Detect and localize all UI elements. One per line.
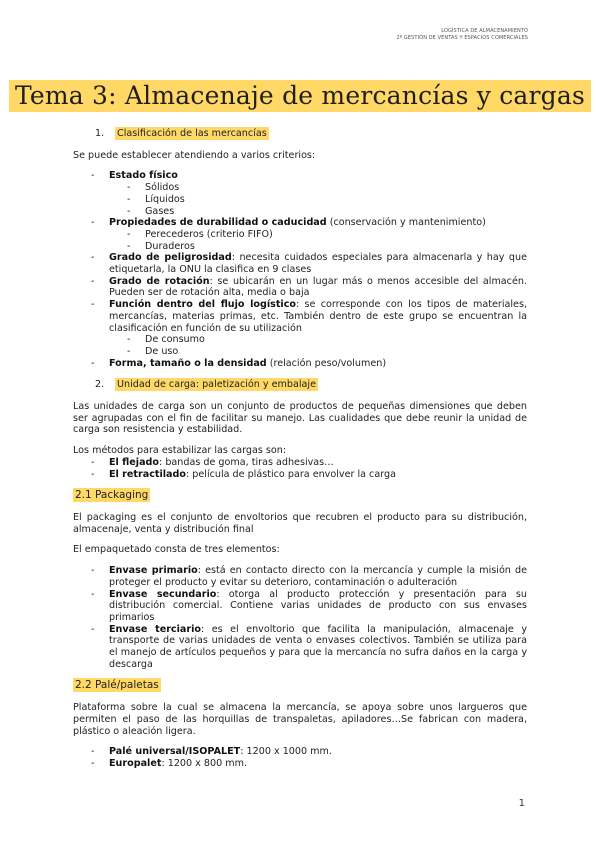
section-1-heading [95,128,527,140]
item-text: : necesita cuidados especiales para almacenarla y hay que etiquetarla, la ONU la clasifica en 9 clases [109,252,527,276]
list-item [73,565,527,588]
item-text: : película de plástico para envolver la carga [186,468,396,480]
item-text: : 1200 x 800 mm. [161,757,248,769]
list-item [73,358,527,370]
item-label: El flejado [109,456,160,468]
list-item [73,276,527,299]
item-text: : 1200 x 1000 mm. [240,746,332,758]
paragraph: Plataforma sobre la cual se almacena la mercancía, se apoya sobre unos largueros que permiten el paso de las horquillas de transpaletas, apiladores…Se fabrican con madera, plástico o aleación ligera. [73,702,527,737]
pallet-types-list [73,746,527,769]
item-text: : se corresponde con los tipos de materiales, mercancías, materias primas, etc. También dentro de este grupo se encuentran la clasificación en función de su utilización [109,299,527,334]
sublist [109,182,527,217]
paragraph: Las unidades de carga son un conjunto de productos de pequeñas dimensiones que deben ser agrupadas con el fin de facilitar su manejo. Las cualidades que debe reunir la unidad de carga son resistencia y estabilidad. [73,401,527,436]
sublist-item: - De consumo [109,334,527,346]
list-item [73,299,527,358]
item-label: Envase primario [109,565,198,577]
sublist [109,229,527,252]
sublist-item: - De uso [109,346,527,358]
packaging-elements-list [73,565,527,670]
sublist-item: - Líquidos [109,194,527,206]
list-item [73,469,527,481]
item-label: Propiedades de durabilidad o caducidad [109,217,327,229]
list-item [73,589,527,624]
item-text: (relación peso/volumen) [266,357,387,369]
classification-list [73,170,527,369]
section-number: 1. [95,128,105,139]
list-item [73,457,527,469]
item-label: Europalet [109,757,162,769]
item-label: Grado de rotación [109,275,210,287]
item-label: Envase terciario [109,623,201,635]
stabilization-methods-list [73,457,527,480]
item-text: (conservación y mantenimiento) [326,217,486,229]
subsection-title: 2.1 Packaging [75,489,149,502]
sublist-item: - Duraderos [109,241,527,253]
sublist [109,334,527,357]
header-subject: LOGÍSTICA DE ALMACENAMIENTO [441,28,528,34]
document-body [73,126,527,780]
page-title: Tema 3: Almacenaje de mercancías y cargas [9,80,591,112]
page-number: 1 [518,798,525,809]
subsection-2-2-heading [73,680,527,692]
item-label: Palé universal/ISOPALET [109,746,241,758]
item-label: El retractilado [109,468,186,480]
list-item [73,758,527,770]
paragraph: El packaging es el conjunto de envoltorios que recubren el producto para su distribución, almacenaje, venta y distribución final [73,511,527,535]
subsection-2-1-heading [73,490,527,502]
section-2-heading [95,379,527,391]
list-item [73,217,527,252]
paragraph: Los métodos para estabilizar las cargas son: [73,445,287,457]
running-header [397,28,529,42]
title-wrap [0,80,600,112]
item-text: : se ubicarán en un lugar más o menos accesible del almacén. Pueden ser de rotación alta, media o baja [109,275,527,299]
sublist-item: - Perecederos (criterio FIFO) [109,229,527,241]
section-1-intro: Se puede establecer atendiendo a varios criterios: [73,149,316,161]
sublist-item: - Gases [109,206,527,218]
item-label: Función dentro del flujo logístico [109,299,297,311]
item-text: : bandas de goma, tiras adhesivas… [159,456,334,468]
item-text: : está en contacto directo con la mercancía y cumple la misión de proteger el producto y evitar su deterioro, contaminación o adulteración [109,565,528,588]
item-label: Envase secundario [109,588,217,600]
item-text: : otorga al producto protección y presentación para su distribución comercial. Contiene varias unidades de producto con sus envases primarios [109,588,528,623]
paragraph: El empaquetado consta de tres elementos: [73,544,280,556]
list-item [73,746,527,758]
sublist-item: - Sólidos [109,182,527,194]
item-label: Forma, tamaño o la densidad [109,357,267,369]
item-text: : es el envoltorio que facilita la manipulación, almacenaje y transporte de varias unidades de venta o envases colectivos. También se utiliza para el manejo de artículos pequeños y para que la mercancía no sufra daños en la carga y descarga [109,623,527,670]
item-label: Estado físico [109,170,178,182]
header-course: 2º GESTIÓN DE VENTAS Y ESPACIOS COMERCIALES [396,35,528,41]
section-title: Clasificación de las mercancías [117,128,267,139]
list-item [73,170,527,217]
section-title: Unidad de carga: paletización y embalaje [117,379,316,391]
item-label: Grado de peligrosidad [109,252,232,264]
subsection-title: 2.2 Palé/paletas [75,679,159,692]
list-item [73,252,527,275]
list-item [73,624,527,671]
section-number: 2. [95,379,105,391]
